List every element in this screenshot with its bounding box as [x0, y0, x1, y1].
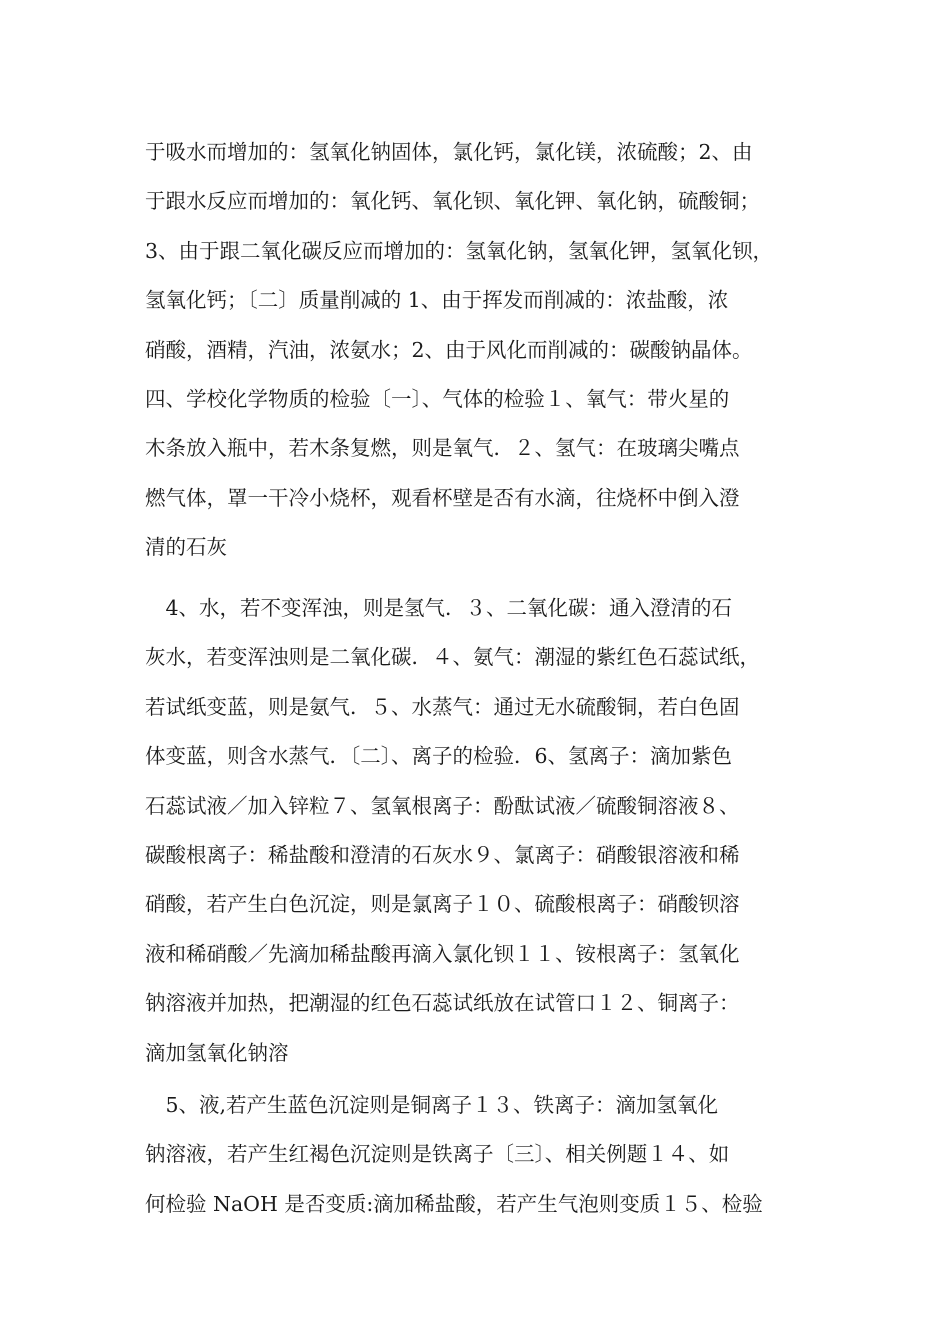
text-line: 灰水，若变浑浊则是二氧化碳．４、氨气：潮湿的紫红色石蕊试纸，	[145, 645, 760, 670]
text-line: 钠溶液并加热，把潮湿的红色石蕊试纸放在试管口１２、铜离子：	[145, 991, 740, 1016]
text-line: 四、学校化学物质的检验〔一〕、气体的检验１、氧气：带火星的	[145, 386, 730, 411]
paragraph-1	[145, 128, 810, 573]
text-line: 4、水，若不变浑浊，则是氢气．３、二氧化碳：通入澄清的石	[145, 596, 733, 620]
text-line: 3、由于跟二氧化碳反应而增加的：氢氧化钠，氢氧化钾，氢氧化钡，	[145, 238, 774, 263]
text-line: 何检验 NaOH 是否变质:滴加稀盐酸，若产生气泡则变质１５、检验	[145, 1191, 763, 1216]
text-line: 碳酸根离子：稀盐酸和澄清的石灰水９、氯离子：硝酸银溶液和稀	[145, 842, 740, 867]
text-line: 燃气体，罩一干冷小烧杯，观看杯壁是否有水滴，往烧杯中倒入澄	[145, 485, 740, 510]
text-line: 液和稀硝酸／先滴加稀盐酸再滴入氯化钡１１、铵根离子：氢氧化	[145, 941, 740, 966]
text-line: 木条放入瓶中，若木条复燃，则是氧气．２、氢气：在玻璃尖嘴点	[145, 436, 740, 461]
text-line: 滴加氢氧化钠溶	[145, 1040, 289, 1065]
text-line: 清的石灰	[145, 535, 227, 560]
text-line: 于吸水而增加的：氢氧化钠固体，氯化钙，氯化镁，浓硫酸；2、由	[145, 140, 753, 164]
text-line: 硝酸，若产生白色沉淀，则是氯离子１０、硫酸根离子：硝酸钡溶	[145, 892, 740, 917]
paragraph-3	[145, 1081, 810, 1229]
text-line: 体变蓝，则含水蒸气．〔二〕、离子的检验．6、氢离子：滴加紫色	[145, 744, 733, 769]
text-line: 氢氧化钙；〔二〕质量削减的 1、由于挥发而削减的：浓盐酸，浓	[145, 288, 729, 313]
text-line: 钠溶液，若产生红褐色沉淀则是铁离子〔三〕、相关例题１４、如	[145, 1142, 730, 1167]
text-line: 5、液,若产生蓝色沉淀则是铜离子１３、铁离子：滴加氢氧化	[145, 1093, 719, 1117]
text-line: 若试纸变蓝，则是氨气．５、水蒸气：通过无水硫酸铜，若白色固	[145, 694, 740, 719]
paragraph-2	[145, 584, 810, 1078]
text-line: 石蕊试液／加入锌粒７、氢氧根离子：酚酞试液／硫酸铜溶液８、	[145, 793, 740, 818]
text-line: 硝酸，酒精，汽油，浓氨水；2、由于风化而削减的：碳酸钠晶体。	[145, 337, 753, 362]
text-line: 于跟水反应而增加的：氧化钙、氧化钡、氧化钾、氧化钠，硫酸铜；	[145, 189, 760, 214]
